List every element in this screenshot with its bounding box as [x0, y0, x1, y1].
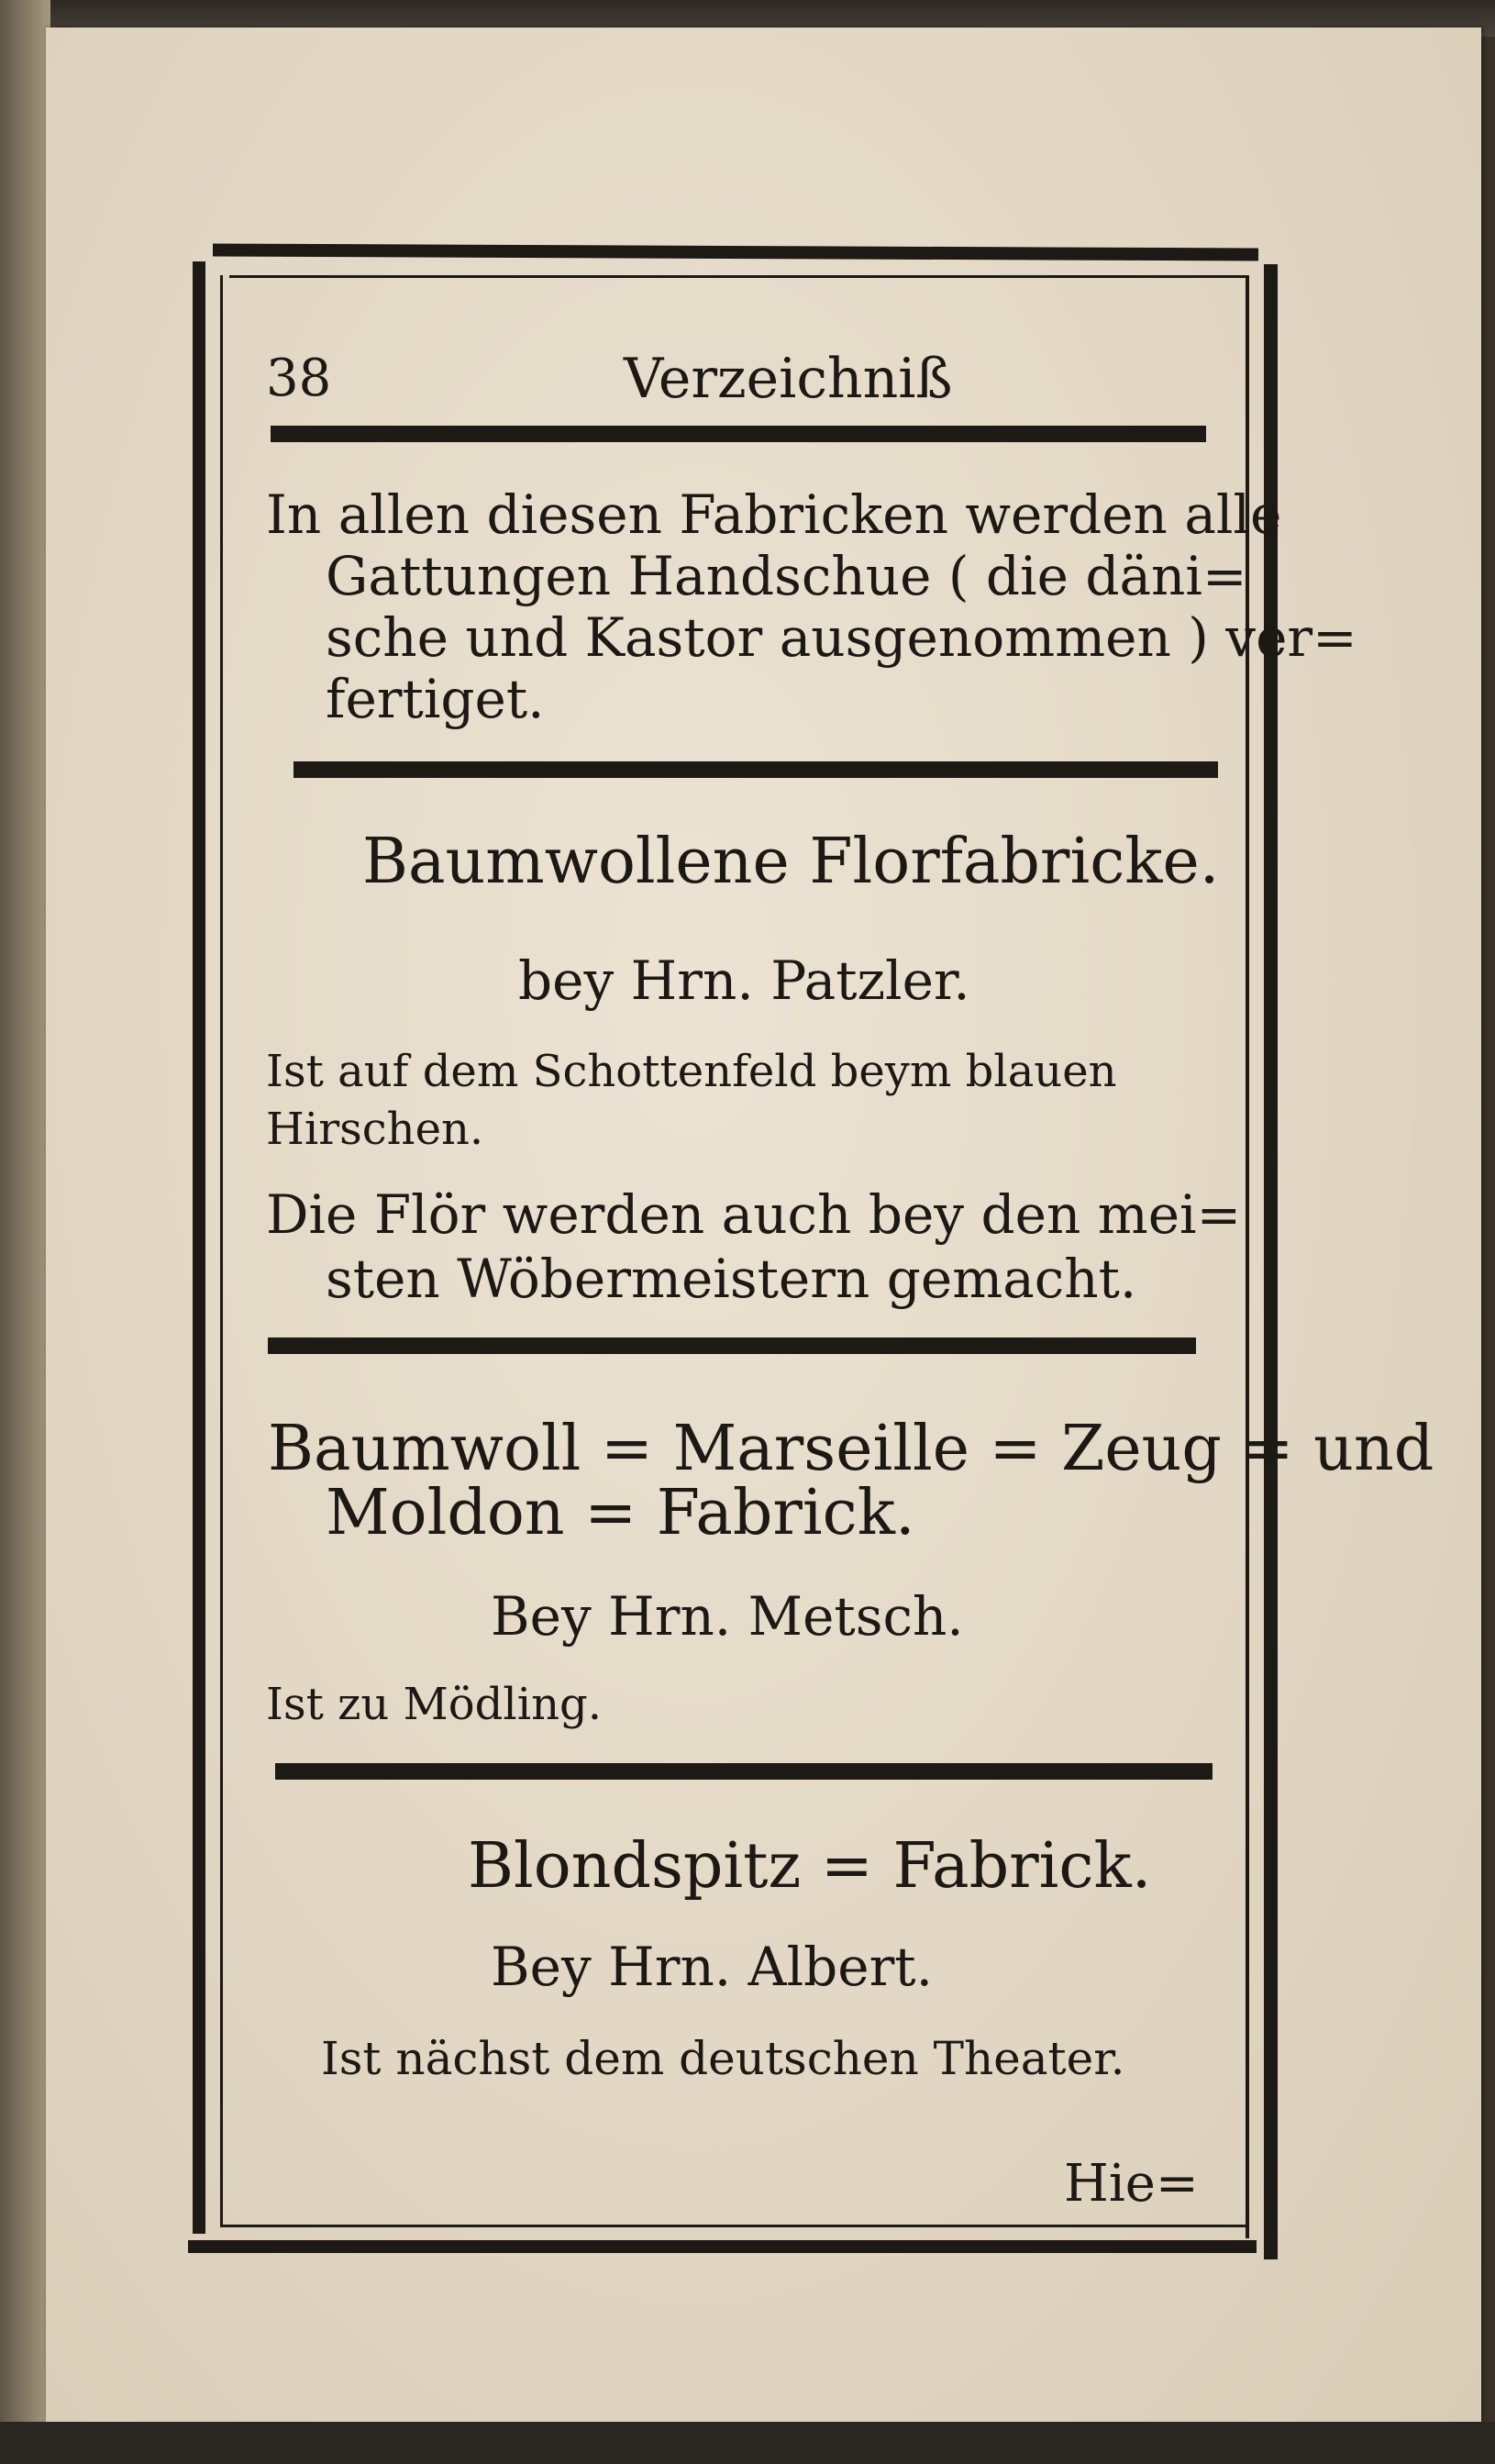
frame-rule-bottom: [188, 2240, 1257, 2253]
paragraph-line: sche und Kastor ausgenommen ) ver=: [326, 606, 1357, 669]
section-divider: [268, 1337, 1196, 1354]
paragraph-line: In allen diesen Fabricken werden alle: [266, 483, 1282, 546]
page-number: 38: [266, 349, 332, 408]
location-line: Hirschen.: [266, 1104, 484, 1155]
paragraph-line: fertiget.: [326, 668, 545, 730]
section-divider: [293, 761, 1218, 778]
frame-rule-bottom-inner: [220, 2225, 1247, 2227]
section-divider: [271, 426, 1206, 442]
section-heading: Blondspitz = Fabrick.: [468, 1830, 1152, 1903]
section-heading: Moldon = Fabrick.: [326, 1477, 915, 1549]
frame-rule-top-inner: [229, 275, 1247, 278]
section-divider: [275, 1763, 1213, 1780]
frame-rule-right: [1264, 264, 1278, 2259]
frame-rule-left: [193, 261, 205, 2234]
section-heading: Baumwoll = Marseille = Zeug = und: [268, 1413, 1434, 1485]
running-head: Verzeichniß: [624, 347, 953, 411]
note-line: sten Wöbermeistern gemacht.: [326, 1248, 1137, 1310]
frame-rule-left-inner: [220, 275, 223, 2225]
location-line: Ist auf dem Schottenfeld beym blauen: [266, 1046, 1117, 1097]
location-line: Ist zu Mödling.: [266, 1679, 602, 1730]
owner-line: Bey Hrn. Metsch.: [491, 1585, 964, 1648]
catchword: Hie=: [1064, 2154, 1199, 2214]
book-gutter: [0, 0, 50, 2464]
section-heading: Baumwollene Florfabricke.: [362, 826, 1220, 898]
paragraph-line: Gattungen Handschue ( die däni=: [326, 545, 1247, 607]
note-line: Die Flör werden auch bey den mei=: [266, 1183, 1242, 1246]
owner-line: Bey Hrn. Albert.: [491, 1936, 934, 1998]
location-line: Ist nächst dem deutschen Theater.: [321, 2032, 1125, 2085]
book-bottom-edge: [0, 2422, 1495, 2464]
owner-line: bey Hrn. Patzler.: [518, 949, 970, 1012]
